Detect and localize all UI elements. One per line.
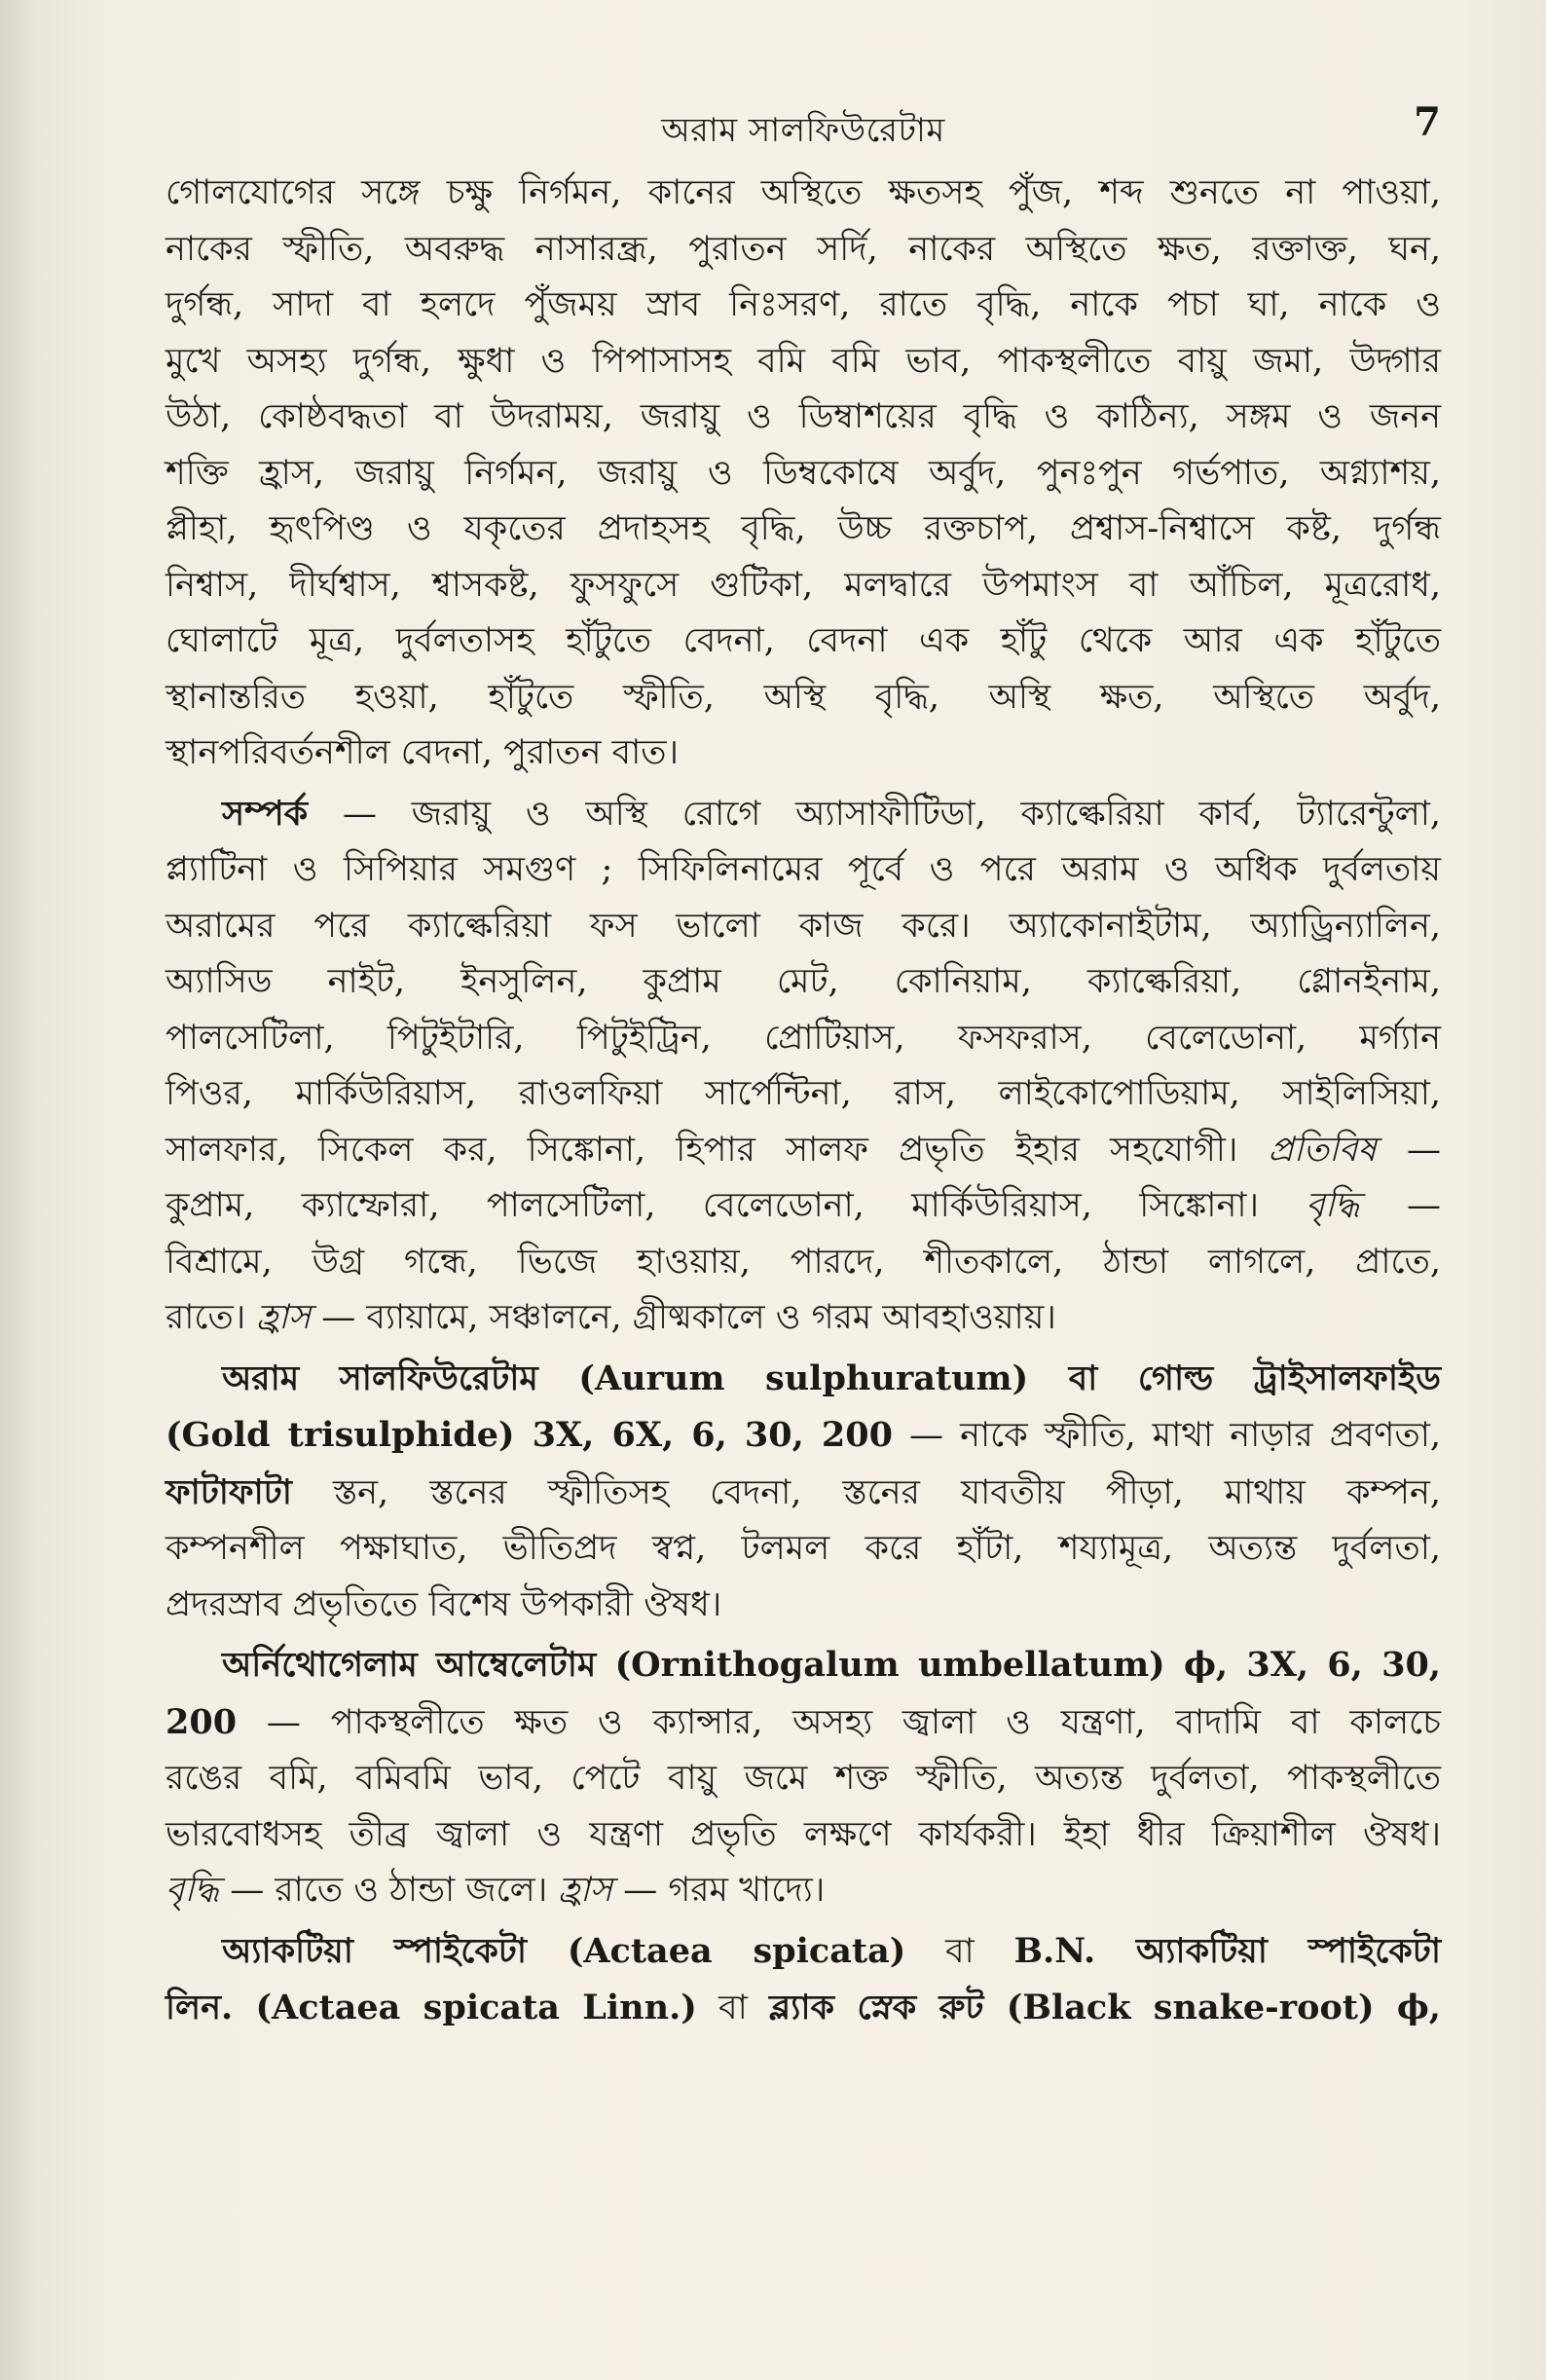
remedy-potencies: (Gold trisulphide) 3X, 6X, 6, 30, 200 [166,1415,893,1455]
page-body [166,166,1441,2037]
paragraph-ornithogalum [166,1637,1441,1919]
text-line: স্থানপরিবর্তনশীল বেদনা, পুরাতন বাত। [166,733,679,772]
text-run: রাতে। [166,1298,246,1337]
text-run: — জরায়ু ও অস্থি রোগে অ্যাসাফীটিডা, ক্যাল্কেরিয়া কার্ব, ট্যারেন্টুলা, [308,794,1441,834]
text-run: বা [696,1989,769,2027]
text-run: — রাতে ও ঠান্ডা জলে। [219,1871,559,1910]
remedy-common-name: ব্ল্যাক স্নেক রুট (Black snake-root) ϕ, [769,1988,1441,2027]
text-run: — গরম খাদ্যে। [612,1871,826,1910]
text-line [166,1290,1441,1347]
amelioration-label: হ্রাস [558,1871,613,1910]
text-line: মুখে অসহ্য দুর্গন্ধ, ক্ষুধা ও পিপাসাসহ বমি বমি ভাব, পাকস্থলীতে বায়ু জমা, উদ্গার [166,341,1441,381]
text-line: পিওর, মার্কিউরিয়াস, রাওলফিয়া সার্পেন্টিনা, রাস, লাইকোপোডিয়াম, সাইলিসিয়া, [166,1074,1441,1113]
text-line [166,1178,1441,1235]
text-run: সালফার, সিকেল কর, সিঙ্কোনা, হিপার সালফ প্রভৃতি ইহার সহযোগী। [166,1130,1238,1170]
text-line: শক্তি হ্রাস, জরায়ু নির্গমন, জরায়ু ও ডিম্বকোষে অর্বুদ, পুনঃপুন গর্ভপাত, অগ্ন্যাশয়, [166,453,1441,493]
text-line: নাকের স্ফীতি, অবরুদ্ধ নাসারন্ধ্র, পুরাতন সর্দি, নাকের অস্থিতে ক্ষত, রক্তাক্ত, ঘন, [166,229,1441,269]
text-run-bold: ফাটাফাটা [166,1471,292,1512]
text-line: বিশ্রামে, উগ্র গন্ধে, ভিজে হাওয়ায়, পারদে, শীতকালে, ঠান্ডা লাগলে, প্রাতে, [166,1242,1441,1282]
text-line: অরামের পরে ক্যাল্কেরিয়া ফস ভালো কাজ করে। অ্যাকোনাইটাম, অ্যাড্রিন্যালিন, [166,906,1441,946]
text-line [166,1980,1441,2037]
relationship-label: সম্পর্ক [222,793,309,834]
text-line: প্রদরস্রাব প্রভৃতিতে বিশেষ উপকারী ঔষধ। [166,1584,722,1624]
text-line [166,1407,1441,1465]
text-line: রঙের বমি, বমিবমি ভাব, পেটে বায়ু জমে শক্ত স্ফীতি, অত্যন্ত দুর্বলতা, পাকস্থলীতে [166,1759,1441,1798]
remedy-alt-name: বা গোল্ড ট্রাইসালফাইড [1068,1357,1442,1398]
text-line [166,1694,1441,1752]
remedy-latin-name: (Aurum sulphuratum) [537,1357,1069,1398]
text-run: স্তন, স্তনের স্ফীতিসহ বেদনা, স্তনের যাবতীয় পীড়া, মাথায় কম্পন, [291,1472,1441,1512]
page-header [166,99,1441,164]
running-head: অরাম সালফিউরেটাম [661,111,945,150]
text-line [166,786,1441,843]
paragraph-relationship [166,786,1441,1347]
remedy-name: অর্নিথোগেলাম আম্বেলেটাম (Ornithogalum umbellatum) ϕ, 3X, 6, 30, [222,1645,1441,1685]
text-line [166,1465,1441,1522]
text-run: — নাকে স্ফীতি, মাথা নাড়ার প্রবণতা, [893,1416,1442,1455]
page-number: 7 [1414,99,1441,145]
paragraph-symptoms [166,166,1441,782]
text-run: — ব্যায়ামে, সঞ্চালনে, গ্রীষ্মকালে ও গরম আবহাওয়ায়। [311,1298,1056,1337]
remedy-name: অরাম সালফিউরেটাম [222,1357,538,1398]
antidote-label: প্রতিবিষ [1268,1130,1377,1170]
text-line: কম্পনশীল পক্ষাঘাত, ভীতিপ্রদ স্বপ্ন, টলমল করে হাঁটা, শয্যামূত্র, অত্যন্ত দুর্বলতা, [166,1529,1441,1568]
remedy-potencies: 200 [166,1701,238,1742]
text-run: বা [905,1931,1014,1971]
text-run: — [1359,1186,1441,1225]
text-run: — পাকস্থলীতে ক্ষত ও ক্যান্সার, অসহ্য জ্বালা ও যন্ত্রণা, বাদামি বা কালচে [237,1702,1441,1742]
text-run: — [1376,1130,1441,1170]
paragraph-actaea-spicata [166,1923,1441,2037]
text-line: নিশ্বাস, দীর্ঘশ্বাস, শ্বাসকষ্ট, ফুসফুসে গুটিকা, মলদ্বারে উপমাংস বা আঁচিল, মূত্ররোধ, [166,565,1441,605]
text-line: অ্যাসিড নাইট, ইনসুলিন, কুপ্রাম মেট, কোনিয়াম, ক্যাল্কেরিয়া, গ্লোনইনাম, [166,962,1441,1001]
text-run: কুপ্রাম, ক্যাম্ফোরা, পালসেটিলা, বেলেডোনা, মার্কিউরিয়াস, সিঙ্কোনা। [166,1186,1260,1225]
text-line [166,1351,1441,1408]
text-line [166,1863,1441,1919]
text-line: পালসেটিলা, পিটুইটারি, পিটুইট্রিন, প্রোটিয়াস, ফসফরাস, বেলেডোনা, মর্গ্যান [166,1018,1441,1058]
text-line: স্থানান্তরিত হওয়া, হাঁটুতে স্ফীতি, অস্থি বৃদ্ধি, অস্থি ক্ষত, অস্থিতে অর্বুদ, [166,677,1441,717]
text-line: উঠা, কোষ্ঠবদ্ধতা বা উদরাময়, জরায়ু ও ডিম্বাশয়ের বৃদ্ধি ও কাঠিন্য, সঙ্গম ও জনন [166,397,1441,436]
remedy-latin-name: লিন. (Actaea spicata Linn.) [166,1988,697,2027]
remedy-name: অ্যাকটিয়া স্পাইকেটা (Actaea spicata) [222,1930,906,1971]
text-line: গোলযোগের সঙ্গে চক্ষু নির্গমন, কানের অস্থিতে ক্ষতসহ পুঁজ, শব্দ শুনতে না পাওয়া, [166,173,1441,212]
text-line: ভারবোধসহ তীব্র জ্বালা ও যন্ত্রণা প্রভৃতি লক্ষণে কার্যকরী। ইহা ধীর ক্রিয়াশীল ঔষধ। [166,1814,1441,1854]
aggravation-label: বৃদ্ধি [1306,1186,1360,1225]
text-line: প্লীহা, হৃৎপিণ্ড ও যকৃতের প্রদাহসহ বৃদ্ধি, উচ্চ রক্তচাপ, প্রশ্বাস-নিশ্বাসে কষ্ট, দুর্গন্ধ [166,509,1441,548]
text-line: প্ল্যাটিনা ও সিপিয়ার সমগুণ ; সিফিলিনামের পূর্বে ও পরে অরাম ও অধিক দুর্বলতায় [166,850,1441,889]
text-line [166,1123,1441,1179]
text-line: ঘোলাটে মূত্র, দুর্বলতাসহ হাঁটুতে বেদনা, বেদনা এক হাঁটু থেকে আর এক হাঁটুতে [166,621,1441,660]
paragraph-aurum-sulphuratum [166,1351,1441,1634]
text-line [166,1637,1441,1694]
amelioration-label: হ্রাস [256,1298,312,1337]
text-line: দুর্গন্ধ, সাদা বা হলদে পুঁজময় স্রাব নিঃসরণ, রাতে বৃদ্ধি, নাকে পচা ঘা, নাকে ও [166,285,1441,324]
text-line [166,1923,1441,1981]
remedy-alt-name: B.N. অ্যাকটিয়া স্পাইকেটা [1013,1930,1441,1971]
aggravation-label: বৃদ্ধি [166,1871,220,1910]
